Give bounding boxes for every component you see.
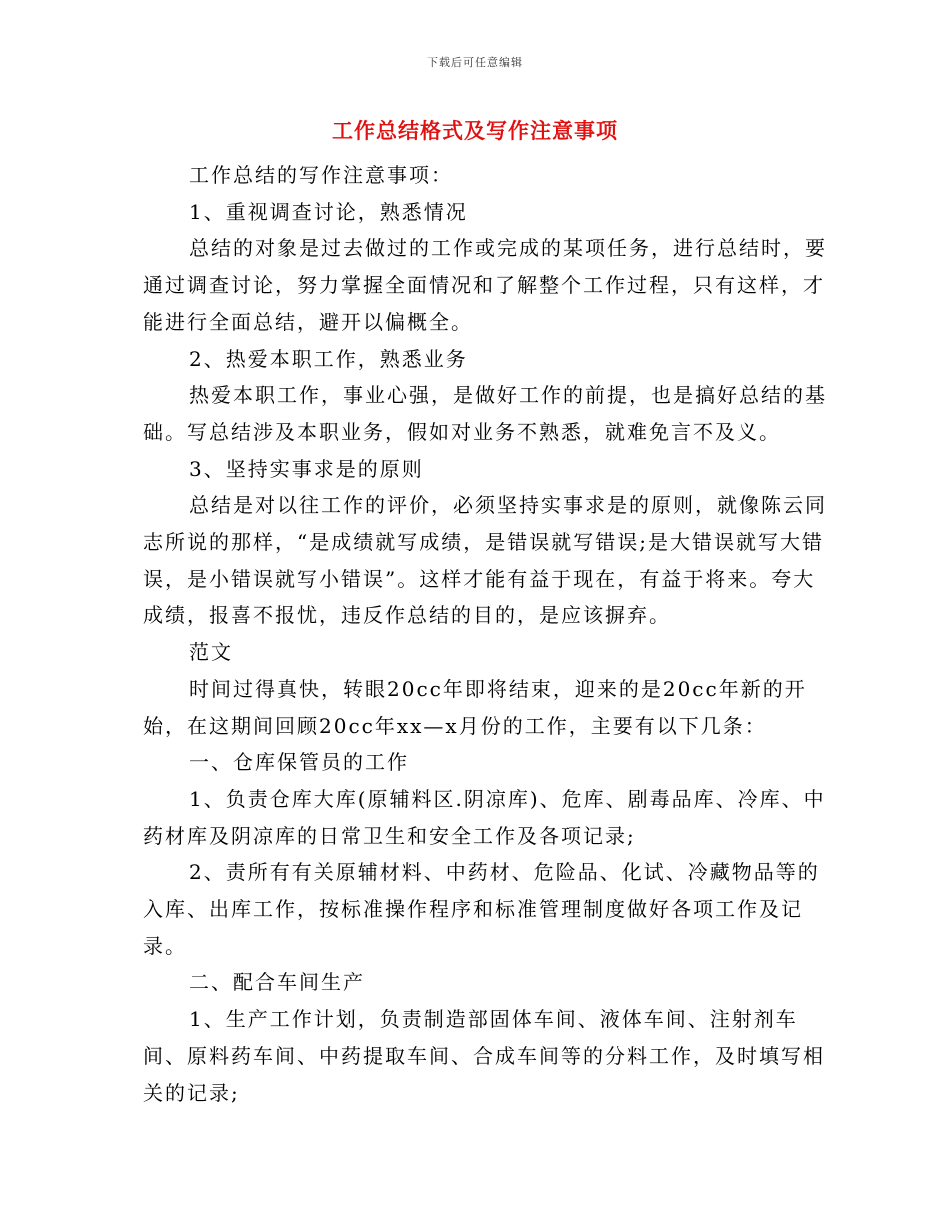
paragraph-heading-3: 3、坚持实事求是的原则 [189,456,424,481]
paragraph-text-2: 热爱本职工作，事业心强，是做好工作的前提，也是搞好总结的基础。写总结涉及本职业务，假如对业务不熟悉，就难免言不及义。 [143,383,827,444]
paragraph-text-3: 总结是对以往工作的评价，必须坚持实事求是的原则，就像陈云同志所说的那样，“是成绩就写成绩，是错误就写错误;是大错误就写大错误，是小错误就写小错误”。这样才能有益于现在，有益于将来。夸大成绩，报喜不报忧，违反作总结的目的，是应该摒弃。 [143,493,827,628]
section-heading-1: 一、仓库保管员的工作 [189,750,409,775]
document-body [143,157,833,1111]
paragraph-text-1: 总结的对象是过去做过的工作或完成的某项任务，进行总结时，要通过调查讨论，努力掌握全面情况和了解整个工作过程，只有这样，才能进行全面总结，避开以偏概全。 [143,236,827,334]
paragraph-sample-intro: 时间过得真快，转眼20cc年即将结束，迎来的是20cc年新的开始，在这期间回顾20cc年xx—x月份的工作，主要有以下几条： [143,676,807,738]
page-header-note: 下载后可任意编辑 [427,56,523,69]
paragraph-heading-2: 2、热爱本职工作，熟悉业务 [189,346,468,371]
document-title: 工作总结格式及写作注意事项 [332,118,618,143]
paragraph-sample-label: 范文 [189,640,233,665]
section-2-item-1: 1、生产工作计划，负责制造部固体车间、液体车间、注射剂车间、原料药车间、中药提取车间、合成车间等的分料工作，及时填写相关的记录; [143,1007,825,1105]
section-1-item-1: 1、负责仓库大库(原辅料区.阴凉库)、危库、剧毒品库、冷库、中药材库及阴凉库的日常卫生和安全工作及各项记录; [143,786,826,848]
paragraph-intro: 工作总结的写作注意事项： [189,163,453,187]
paragraph-heading-1: 1、重视调查讨论，熟悉情况 [189,199,468,224]
section-1-item-2: 2、责所有有关原辅材料、中药材、危险品、化试、冷藏物品等的入库、出库工作，按标准操作程序和标准管理制度做好各项工作及记录。 [143,860,820,958]
section-heading-2: 二、配合车间生产 [189,970,365,995]
